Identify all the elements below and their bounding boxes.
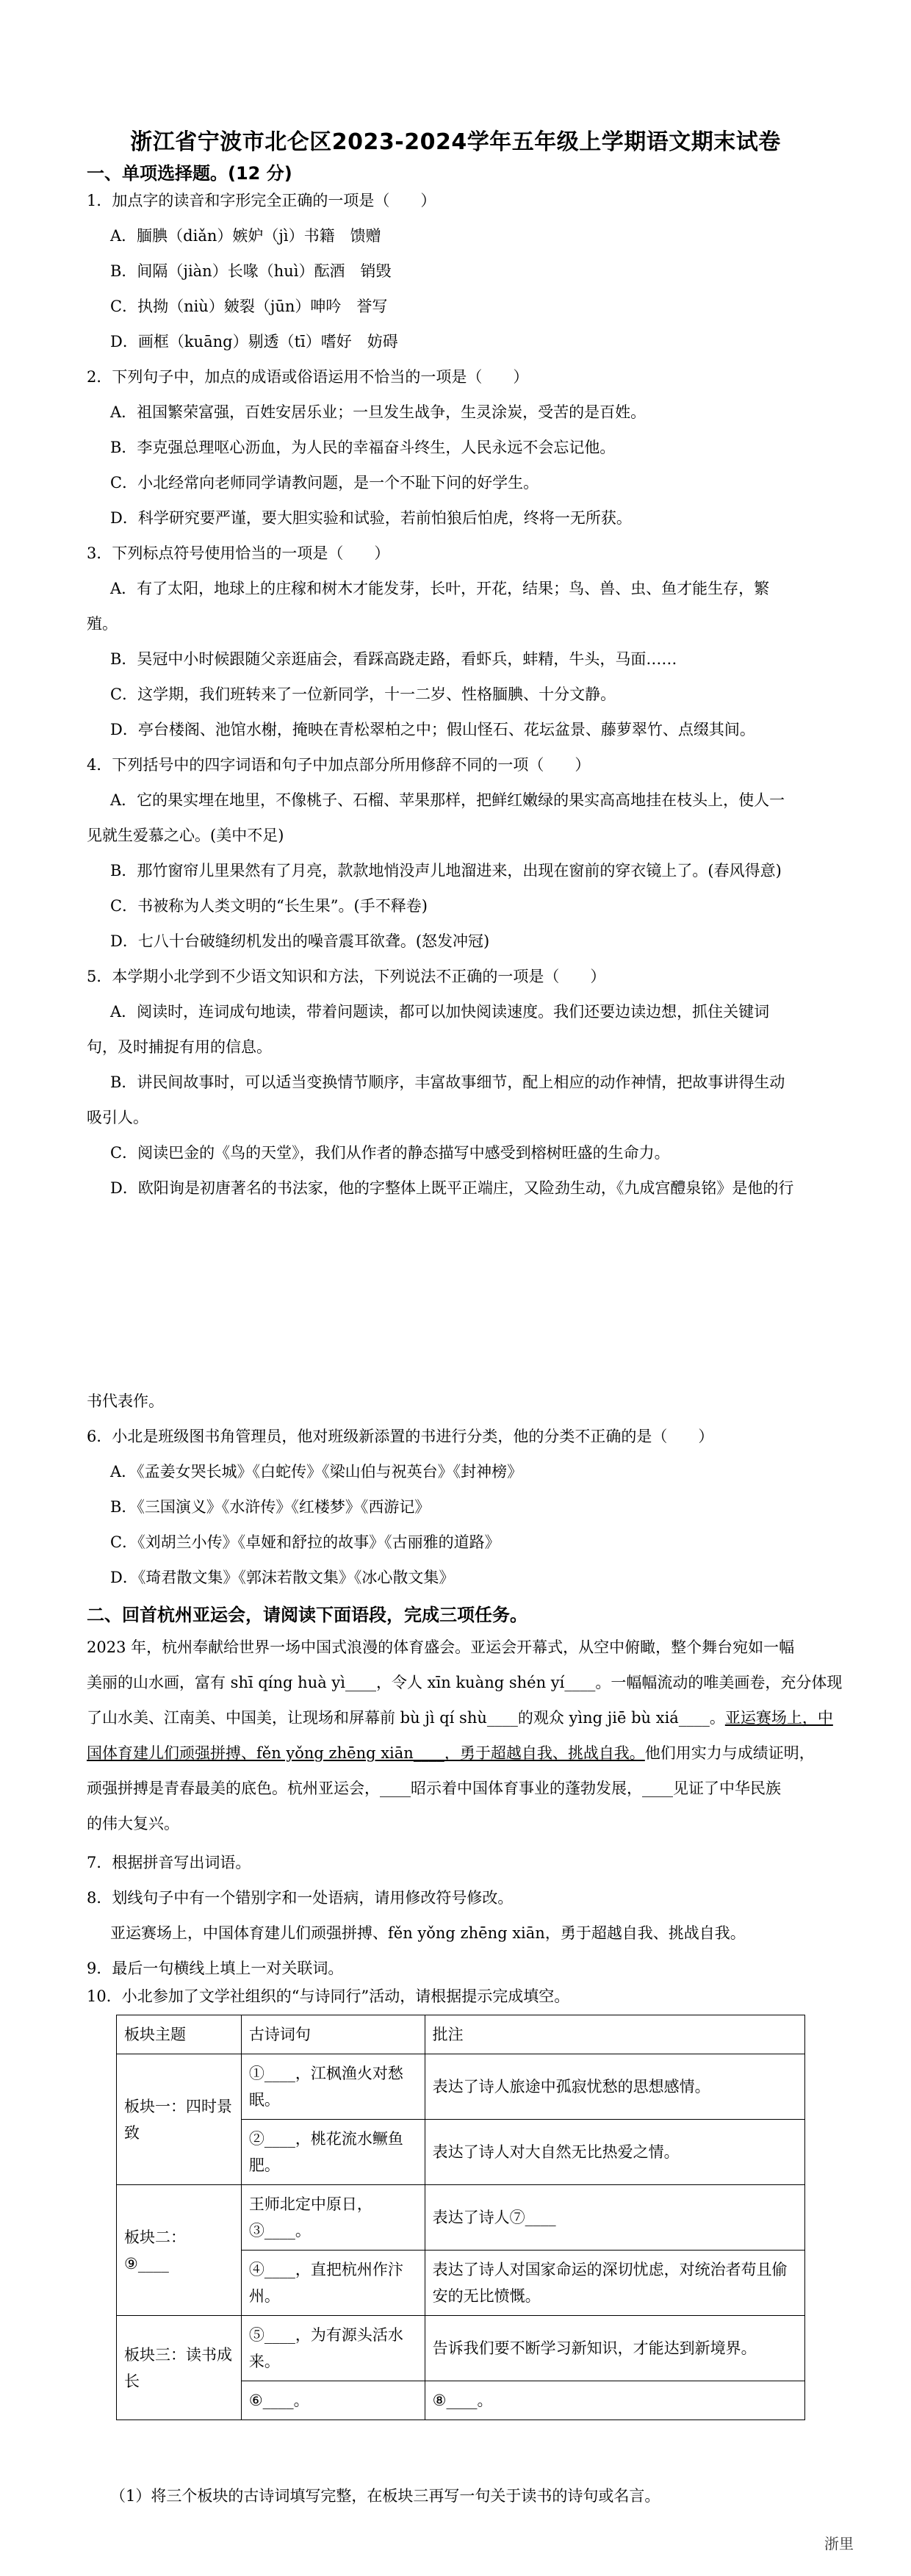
poetry-table bbox=[116, 2015, 805, 2420]
question-4-option-a-cont: 见就生爱慕之心。(美中不足) bbox=[87, 827, 284, 844]
note-cell: 表达了诗人对国家命运的深切忧虑，对统治者苟且偷安的无比愤慨。 bbox=[425, 2251, 804, 2316]
passage-line: 美丽的山水画，富有 shī qíng huà yì____，令人 xīn kuàng shén yí____。一幅幅流动的唯美画卷，充分体现 bbox=[87, 1674, 843, 1691]
note-cell: 表达了诗人旅途中孤寂忧愁的思想感情。 bbox=[425, 2054, 804, 2120]
poem-cell: 王师北定中原日，③____。 bbox=[241, 2185, 425, 2251]
question-2-stem: 2．下列句子中，加点的成语或俗语运用不恰当的一项是（ ） bbox=[87, 368, 529, 386]
question-6-stem: 6．小北是班级图书角管理员，他对班级新添置的书进行分类，他的分类不正确的是（ ） bbox=[87, 1428, 714, 1445]
passage-line: 2023 年，杭州奉献给世界一场中国式浪漫的体育盛会。亚运会开幕式，从空中俯瞰，整个舞台宛如一幅 bbox=[87, 1638, 795, 1656]
poem-cell: ⑤____，为有源头活水来。 bbox=[241, 2316, 425, 2381]
table-row bbox=[117, 2185, 805, 2251]
table-header-cell: 批注 bbox=[425, 2015, 804, 2054]
block-2-theme-blank: ⑨____ bbox=[124, 2254, 169, 2273]
poem-cell: ②____，桃花流水鳜鱼肥。 bbox=[241, 2120, 425, 2185]
passage-text: 他们用实力与成绩证明， bbox=[644, 1744, 815, 1762]
note-cell: 告诉我们要不断学习新知识，才能达到新境界。 bbox=[425, 2316, 804, 2381]
question-3-option-b: B．吴冠中小时候跟随父亲逛庙会，看踩高跷走路，看虾兵，蚌精，牛头，马面…… bbox=[110, 650, 677, 668]
underlined-sentence: 国体育建儿们顽强拼搏、fěn yǒng zhēng xiān____，勇于超越自我、挑战自我。 bbox=[87, 1744, 645, 1762]
question-6-option-d: D．《琦君散文集》《郭沫若散文集》《冰心散文集》 bbox=[110, 1569, 455, 1586]
question-7: 7．根据拼音写出词语。 bbox=[87, 1854, 251, 1871]
passage-line bbox=[87, 1735, 851, 1771]
question-2-option-a: A．祖国繁荣富强，百姓安居乐业；一旦发生战争，生灵涂炭，受苦的是百姓。 bbox=[110, 403, 647, 421]
table-header-cell: 古诗词句 bbox=[241, 2015, 425, 2054]
question-5-option-a-cont: 句，及时捕捉有用的信息。 bbox=[87, 1038, 272, 1056]
question-3-option-d: D．亭台楼阁、池馆水榭，掩映在青松翠柏之中；假山怪石、花坛盆景、藤萝翠竹、点缀其间。 bbox=[110, 721, 755, 738]
section-1-heading: 一、单项选择题。(12 分) bbox=[87, 163, 292, 184]
section-2-heading: 二、回首杭州亚运会，请阅读下面语段，完成三项任务。 bbox=[87, 1605, 527, 1625]
question-5-option-a: A．阅读时，连词成句地读，带着问题读，都可以加快阅读速度。我们还要边读边想，抓住关键词 bbox=[110, 1003, 770, 1021]
question-9: 9．最后一句横线上填上一对关联词。 bbox=[87, 1960, 344, 1977]
passage-line: 的伟大复兴。 bbox=[87, 1815, 179, 1832]
question-3-option-c: C．这学期，我们班转来了一位新同学，十一二岁、性格腼腆、十分文静。 bbox=[110, 686, 616, 703]
table-instruction: （1）将三个板块的古诗词填写完整，在板块三再写一句关于读书的诗句或名言。 bbox=[110, 2487, 660, 2505]
table-header-cell: 板块主题 bbox=[117, 2015, 242, 2054]
question-2-option-d: D．科学研究要严谨，要大胆实验和试验，若前怕狼后怕虎，终将一无所获。 bbox=[110, 509, 632, 527]
block-2-theme-label: 板块二： bbox=[124, 2228, 186, 2246]
question-5-stem: 5．本学期小北学到不少语文知识和方法，下列说法不正确的一项是（ ） bbox=[87, 968, 606, 985]
question-5-option-c: C．阅读巴金的《鸟的天堂》，我们从作者的静态描写中感受到榕树旺盛的生命力。 bbox=[110, 1144, 670, 1162]
question-6-option-a: A．《孟姜女哭长城》《白蛇传》《梁山伯与祝英台》《封神榜》 bbox=[110, 1463, 523, 1481]
question-4-option-b: B．那竹窗帘儿里果然有了月亮，款款地悄没声儿地溜进来，出现在窗前的穿衣镜上了。(春风得意) bbox=[110, 862, 782, 879]
question-5-option-b: B．讲民间故事时，可以适当变换情节顺序，丰富故事细节，配上相应的动作神情，把故事讲得生动 bbox=[110, 1073, 785, 1091]
block-2-theme bbox=[117, 2185, 242, 2316]
passage-line: 顽强拼搏是青春最美的底色。杭州亚运会，____昭示着中国体育事业的蓬勃发展，____见证了中华民族 bbox=[87, 1780, 781, 1797]
question-2-option-b: B．李克强总理呕心沥血，为人民的幸福奋斗终生，人民永远不会忘记他。 bbox=[110, 439, 616, 456]
question-1-stem: 1．加点字的读音和字形完全正确的一项是（ ） bbox=[87, 192, 436, 209]
question-4-option-a: A．它的果实埋在地里，不像桃子、石榴、苹果那样，把鲜红嫩绿的果实高高地挂在枝头上，使人一 bbox=[110, 791, 785, 809]
underlined-sentence: 亚运赛场上，中 bbox=[724, 1709, 833, 1727]
question-5-option-d-cont: 书代表作。 bbox=[87, 1392, 164, 1410]
question-4-option-d: D．七八十台破缝纫机发出的噪音震耳欲聋。(怒发冲冠) bbox=[110, 932, 490, 950]
question-3-option-a-cont: 殖。 bbox=[87, 615, 118, 633]
question-6-option-c: C．《刘胡兰小传》《卓娅和舒拉的故事》《古丽雅的道路》 bbox=[110, 1533, 500, 1551]
poem-cell: ⑥____。 bbox=[241, 2381, 425, 2420]
page-footer: 浙里 bbox=[824, 2535, 854, 2552]
note-cell: ⑧____。 bbox=[425, 2381, 804, 2420]
question-8: 8．划线句子中有一个错别字和一处语病，请用修改符号修改。 bbox=[87, 1889, 514, 1907]
question-6-option-b: B．《三国演义》《水浒传》《红楼梦》《西游记》 bbox=[110, 1498, 431, 1516]
passage-text: 了山水美、江南美、中国美，让现场和屏幕前 bù jì qí shù____的观众 yìng jiē bù xiá____。 bbox=[87, 1709, 725, 1727]
question-5-option-b-cont: 吸引人。 bbox=[87, 1109, 148, 1126]
table-header-row bbox=[117, 2015, 805, 2054]
question-3-stem: 3．下列标点符号使用恰当的一项是（ ） bbox=[87, 544, 390, 562]
question-5-option-d: D．欧阳询是初唐著名的书法家，他的字整体上既平正端庄，又险劲生动，《九成宫醴泉铭》是他的行 bbox=[110, 1179, 794, 1197]
block-3-theme: 板块三：读书成长 bbox=[117, 2316, 242, 2420]
page-title: 浙江省宁波市北仑区2023-2024学年五年级上学期语文期末试卷 bbox=[130, 129, 781, 155]
note-cell: 表达了诗人对大自然无比热爱之情。 bbox=[425, 2120, 804, 2185]
question-1-option-a: A．腼腆（diǎn）嫉妒（jì）书籍 馈赠 bbox=[110, 227, 381, 245]
block-1-theme: 板块一：四时景致 bbox=[117, 2054, 242, 2185]
table-row bbox=[117, 2316, 805, 2381]
poem-cell: ①____，江枫渔火对愁眠。 bbox=[241, 2054, 425, 2120]
question-10: 10．小北参加了文学社组织的“与诗同行”活动，请根据提示完成填空。 bbox=[87, 1987, 570, 2005]
question-1-option-d: D．画框（kuāng）剔透（tī）嗜好 妨碍 bbox=[110, 333, 398, 350]
question-4-option-c: C．书被称为人类文明的“长生果”。(手不释卷) bbox=[110, 897, 428, 915]
question-8-sentence: 亚运赛场上，中国体育建儿们顽强拼搏、fěn yǒng zhēng xiān，勇于超越自我、挑战自我。 bbox=[110, 1924, 746, 1942]
reading-passage bbox=[87, 1630, 851, 1841]
question-2-option-c: C．小北经常向老师同学请教问题，是一个不耻下问的好学生。 bbox=[110, 474, 539, 492]
question-3-option-a: A．有了太阳，地球上的庄稼和树木才能发芽，长叶，开花，结果；鸟、兽、虫、鱼才能生存，繁 bbox=[110, 580, 770, 597]
poem-cell: ④____，直把杭州作汴州。 bbox=[241, 2251, 425, 2316]
question-1-option-b: B．间隔（jiàn）长喙（huì）酝酒 销毁 bbox=[110, 262, 392, 280]
table-row bbox=[117, 2054, 805, 2120]
note-cell: 表达了诗人⑦____ bbox=[425, 2185, 804, 2251]
question-1-option-c: C．执拗（niù）皴裂（jūn）呻吟 誉写 bbox=[110, 298, 388, 315]
passage-line bbox=[87, 1700, 851, 1735]
question-4-stem: 4．下列括号中的四字词语和句子中加点部分所用修辞不同的一项（ ） bbox=[87, 756, 591, 774]
